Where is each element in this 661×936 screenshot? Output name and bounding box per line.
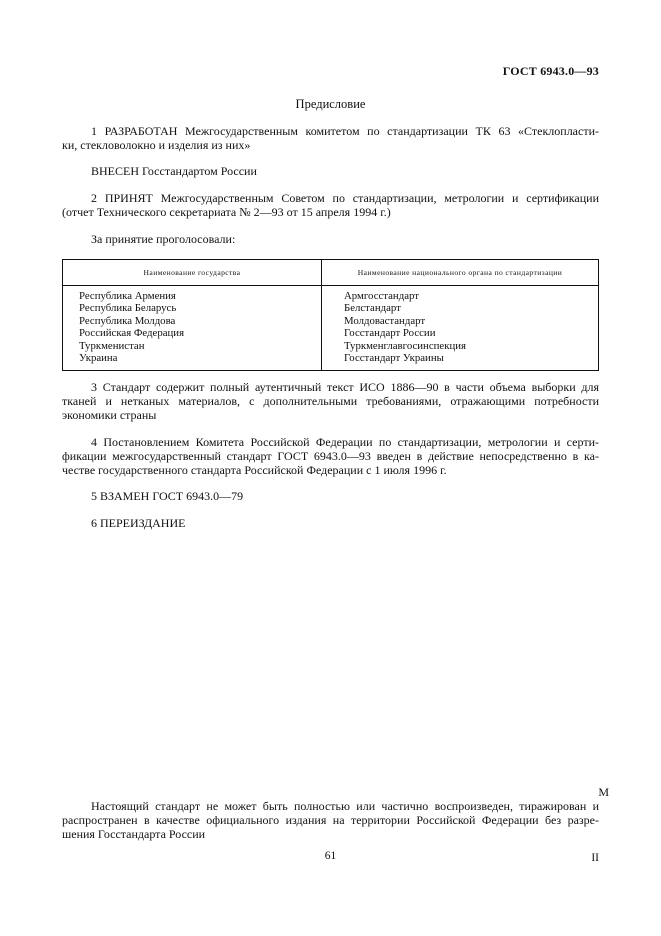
paragraph-resolution — [62, 436, 599, 477]
standards-body-name: Госстандарт Украины — [344, 352, 444, 365]
standards-body-name: Туркменглавгосинспекция — [344, 339, 466, 352]
copyright-notice — [62, 800, 599, 841]
bodies-cell — [322, 286, 599, 371]
state-name: Российская Федерация — [79, 327, 185, 340]
paragraph-replaces: 5 ВЗАМЕН ГОСТ 6943.0—79 — [91, 489, 244, 503]
paragraph-line: шения Госстандарта России — [62, 826, 206, 841]
state-name: Туркменистан — [79, 339, 145, 352]
column-header-state: Наименование государства — [63, 260, 322, 286]
paragraph-line: Настоящий стандарт не может быть полностью или частично воспроизведен, тиражирован и — [91, 799, 599, 813]
paragraph-line: 3 Стандарт содержит полный аутентичный текст ИСО 1886—90 в части объема выборки для — [91, 380, 599, 394]
paragraph-line: фикации межгосударственный стандарт ГОСТ 6943.0—93 введен в действие непосредственно в ка- — [62, 448, 599, 463]
page-number: 61 — [324, 850, 337, 862]
page-title: Предисловие — [295, 97, 366, 111]
paragraph-line: честве государственного стандарта Российской Федерации с 1 июля 1996 г. — [62, 462, 447, 477]
state-name: Украина — [79, 352, 118, 365]
paragraph-line: тканей и нетканых материалов, с дополнительными требованиями, отражающими потребности — [62, 393, 599, 408]
paragraph-line: экономики страны — [62, 407, 157, 422]
state-name: Республика Беларусь — [79, 302, 177, 315]
paragraph-reissue: 6 ПЕРЕИЗДАНИЕ — [91, 516, 186, 530]
standards-body-name: Армгосстандарт — [344, 290, 419, 302]
document-code: ГОСТ 6943.0—93 — [502, 64, 599, 78]
state-name: Республика Молдова — [79, 314, 176, 327]
paragraph-voted: За принятие проголосовали: — [91, 232, 236, 246]
paragraph-introduced: ВНЕСЕН Госстандартом России — [91, 164, 257, 178]
voting-table-grid — [62, 259, 599, 371]
states-cell — [63, 286, 322, 371]
standards-body-name: Белстандарт — [344, 302, 401, 315]
page-code: II — [591, 852, 599, 864]
table-row — [63, 286, 599, 371]
paragraph-adopted — [62, 192, 599, 220]
state-name: Республика Армения — [79, 290, 176, 302]
paragraph-line: ки, стекловолокно и изделия из них» — [62, 137, 251, 152]
table-header-row — [63, 260, 599, 286]
paragraph-content — [62, 381, 599, 422]
paragraph-line: распространен в качестве официального издания на территории Российской Федерации без разре- — [62, 812, 599, 827]
paragraph-developed — [62, 125, 599, 153]
paragraph-line: 2 ПРИНЯТ Межгосударственным Советом по стандартизации, метрологии и сертификации — [91, 191, 599, 205]
voting-table — [62, 259, 599, 371]
paragraph-line: 1 РАЗРАБОТАН Межгосударственным комитетом по стандартизации ТК 63 «Стеклопласти- — [91, 124, 599, 138]
paragraph-line: (отчет Технического секретариата № 2—93 от 15 апреля 1994 г.) — [62, 204, 391, 219]
margin-mark: М — [598, 785, 609, 799]
standards-body-name: Молдовастандарт — [344, 314, 426, 327]
standards-body-name: Госстандарт России — [344, 327, 436, 340]
paragraph-line: 4 Постановлением Комитета Российской Федерации по стандартизации, метрологии и серти- — [91, 435, 599, 449]
column-header-body: Наименование национального органа по стандартизации — [322, 260, 599, 286]
